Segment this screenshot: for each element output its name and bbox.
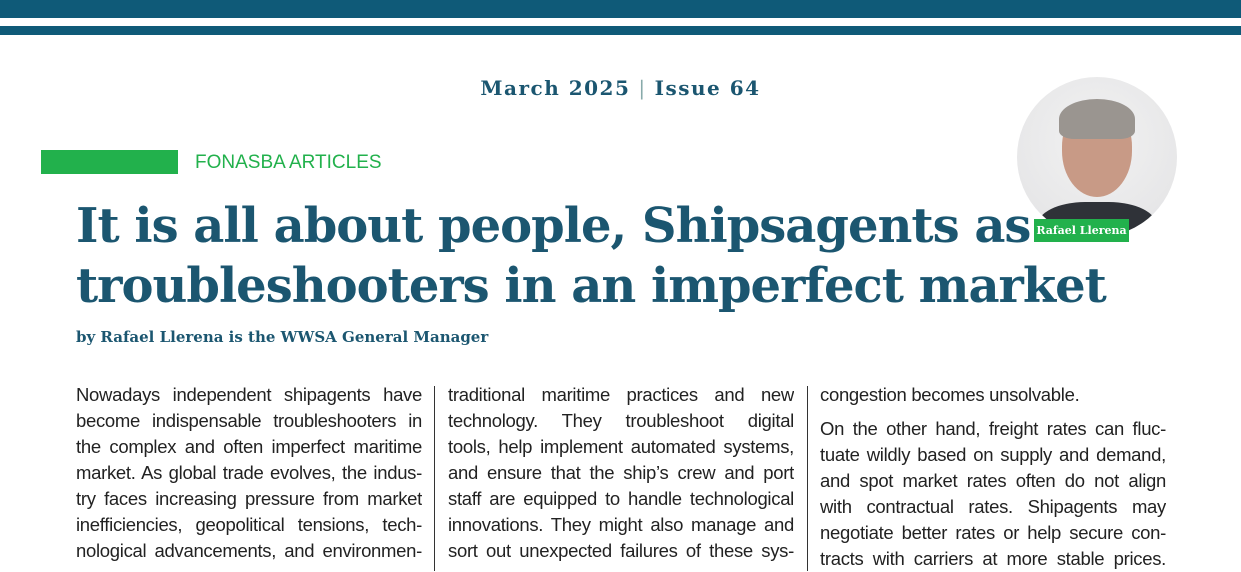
issue-number: Issue 64	[654, 76, 761, 100]
section-marker	[41, 150, 178, 174]
title-line: troubleshooters in an imperfect market	[76, 258, 1106, 314]
article-column-1	[76, 382, 422, 564]
text-line: become indispensable troubleshooters in	[76, 410, 422, 431]
text-line: negotiate better rates or help secure con-	[820, 522, 1166, 543]
text-line: tools, help implement automated systems,	[448, 436, 794, 457]
text-line: On the other hand, freight rates can fluc-	[820, 418, 1166, 439]
text-line: Nowadays independent shipagents have	[76, 384, 422, 405]
text-line: nological advancements, and environmen-	[76, 540, 422, 561]
text-line: with contractual rates. Shipagents may	[820, 496, 1166, 517]
text-line: sort out unexpected failures of these sys-	[448, 540, 794, 561]
top-banner-stripe	[0, 26, 1241, 35]
text-line: try faces increasing pressure from market	[76, 488, 422, 509]
text-line: market. As global trade evolves, the indus-	[76, 462, 422, 483]
issue-info: March 2025 | Issue 64	[480, 76, 761, 100]
byline: by Rafael Llerena is the WWSA General Manager	[76, 328, 489, 346]
text-line: the complex and often imperfect maritime	[76, 436, 422, 457]
text-line: tuate wildly based on supply and demand,	[820, 444, 1166, 465]
top-banner-bar	[0, 0, 1241, 18]
author-name-tag: Rafael Llerena	[1034, 219, 1129, 242]
text-line: and spot market rates often do not align	[820, 470, 1166, 491]
article-title	[76, 196, 1106, 316]
text-line: staff are equipped to handle technological	[448, 488, 794, 509]
issue-date: March 2025	[480, 76, 631, 100]
section-label: FONASBA ARTICLES	[195, 152, 382, 173]
text-line: inefficiencies, geopolitical tensions, tech-	[76, 514, 422, 535]
article-column-3	[820, 382, 1166, 572]
text-line: traditional maritime practices and new	[448, 384, 794, 405]
title-line: It is all about people, Shipsagents as	[76, 198, 1031, 254]
text-line: innovations. They might also manage and	[448, 514, 794, 535]
text-line: tracts with carriers at more stable prices.	[820, 548, 1166, 569]
text-line: congestion becomes unsolvable.	[820, 384, 1080, 405]
column-divider	[807, 386, 808, 571]
author-photo	[1017, 77, 1177, 237]
text-line: and ensure that the ship’s crew and port	[448, 462, 794, 483]
article-column-2	[448, 382, 794, 564]
text-line: technology. They troubleshoot digital	[448, 410, 794, 431]
column-divider	[434, 386, 435, 571]
